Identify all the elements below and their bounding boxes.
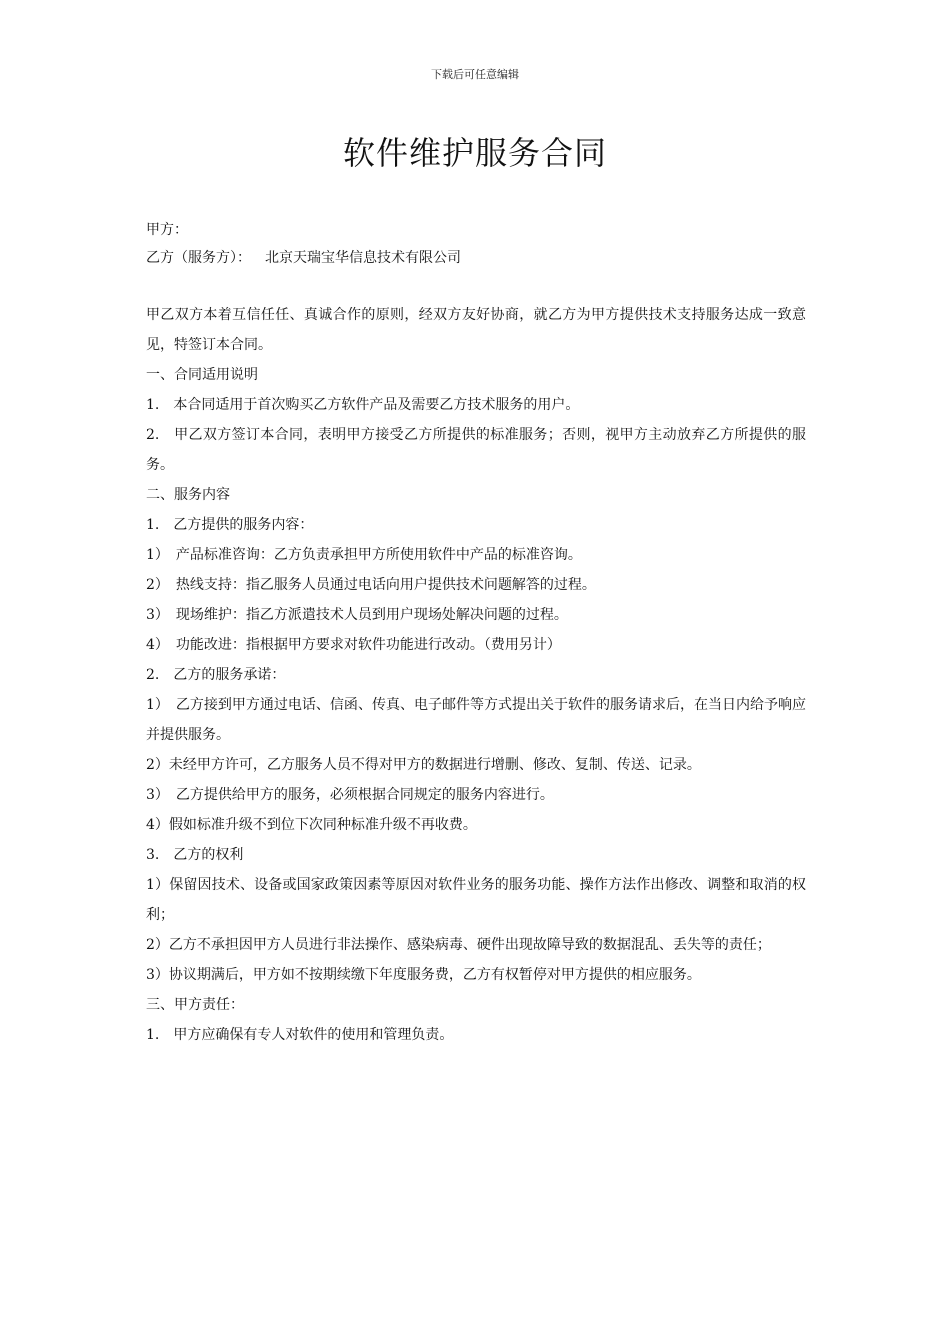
page-title: 软件维护服务合同 (342, 134, 607, 172)
parties-block (146, 216, 806, 272)
paragraph: 3）协议期满后，甲方如不按期续缴下年度服务费，乙方有权暂停对甲方提供的相应服务。 (146, 967, 701, 983)
party-a-label: 甲方： (146, 222, 188, 238)
paragraph: 4）假如标准升级不到位下次同种标准升级不再收费。 (146, 817, 477, 833)
paragraph: 2）未经甲方许可，乙方服务人员不得对甲方的数据进行增删、修改、复制、传送、记录。 (146, 757, 701, 773)
paragraph: 2. 甲乙双方签订本合同，表明甲方接受乙方所提供的标准服务；否则，视甲方主动放弃乙方所提供的服务。 (146, 427, 806, 473)
section-heading: 三、甲方责任： (146, 997, 244, 1013)
contract-body (146, 300, 806, 1050)
party-a-line (146, 216, 806, 244)
paragraph: 1. 乙方提供的服务内容： (146, 517, 314, 533)
paragraph: 1. 甲方应确保有专人对软件的使用和管理负责。 (146, 1027, 454, 1043)
paragraph: 2. 乙方的服务承诺： (146, 667, 286, 683)
paragraph: 2） 热线支持：指乙服务人员通过电话向用户提供技术问题解答的过程。 (146, 577, 596, 593)
paragraph: 2）乙方不承担因甲方人员进行非法操作、感染病毒、硬件出现故障导致的数据混乱、丢失等的责任； (146, 937, 771, 953)
paragraph: 3） 乙方提供给甲方的服务，必须根据合同规定的服务内容进行。 (146, 787, 554, 803)
paragraph: 1）保留因技术、设备或国家政策因素等原因对软件业务的服务功能、操作方法作出修改、调整和取消的权利； (146, 877, 806, 923)
header-note: 下载后可任意编辑 (431, 68, 519, 81)
paragraph: 1） 产品标准咨询：乙方负责承担甲方所使用软件中产品的标准咨询。 (146, 547, 582, 563)
party-b-label: 乙方（服务方）： (146, 250, 251, 266)
paragraph: 甲乙双方本着互信任任、真诚合作的原则，经双方友好协商，就乙方为甲方提供技术支持服务达成一致意见，特签订本合同。 (146, 307, 806, 353)
paragraph: 4） 功能改进：指根据甲方要求对软件功能进行改动。（费用另计） (146, 637, 561, 653)
section-heading: 一、合同适用说明 (146, 367, 258, 383)
party-b-name: 北京天瑞宝华信息技术有限公司 (265, 250, 461, 266)
paragraph: 1. 本合同适用于首次购买乙方软件产品及需要乙方技术服务的用户。 (146, 397, 580, 413)
paragraph: 3） 现场维护：指乙方派遣技术人员到用户现场处解决问题的过程。 (146, 607, 568, 623)
section-heading: 二、服务内容 (146, 487, 230, 503)
party-b-line (146, 244, 806, 272)
paragraph: 3. 乙方的权利 (146, 847, 244, 863)
paragraph: 1） 乙方接到甲方通过电话、信函、传真、电子邮件等方式提出关于软件的服务请求后，在当日内给予响应并提供服务。 (146, 697, 806, 743)
